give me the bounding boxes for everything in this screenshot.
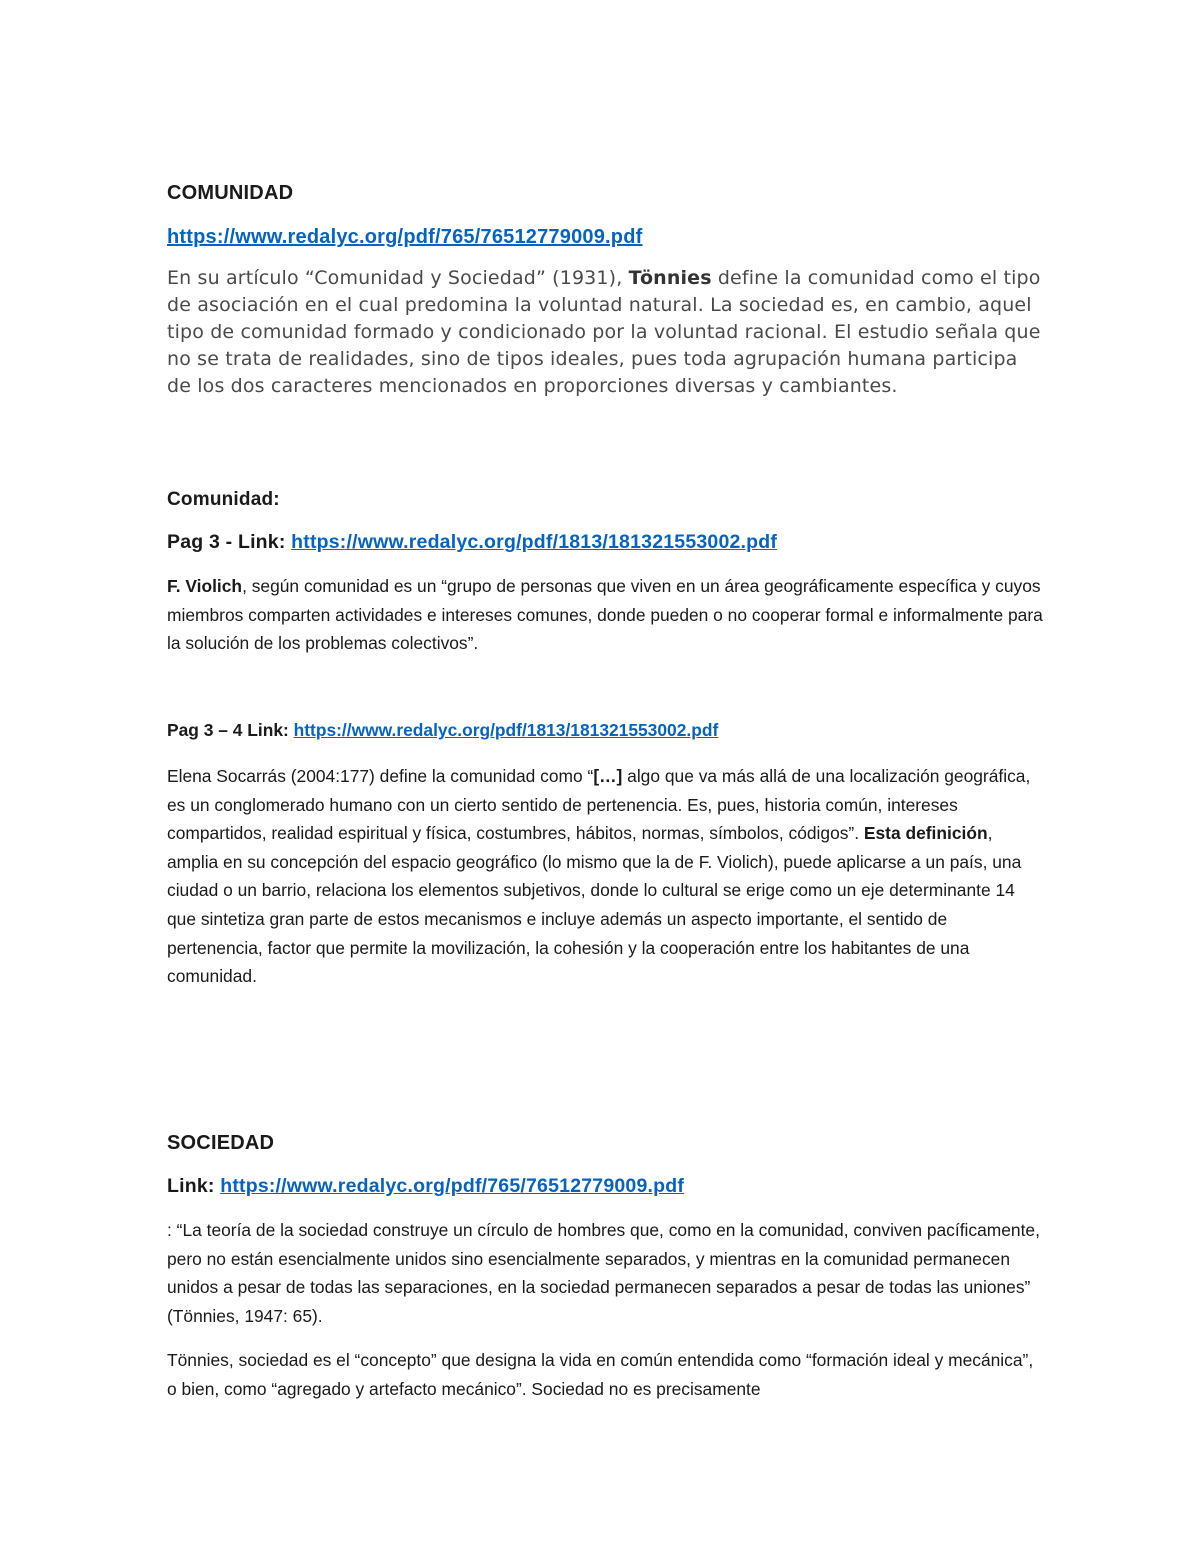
link-redalyc-1813-a[interactable]: https://www.redalyc.org/pdf/1813/181321553002.pdf bbox=[291, 531, 778, 553]
pag3-label: Pag 3 - Link: bbox=[167, 531, 292, 553]
violich-name: F. Violich bbox=[167, 576, 243, 596]
section-title-sociedad: SOCIEDAD bbox=[167, 1132, 275, 1154]
violich-paragraph bbox=[167, 572, 1047, 658]
tonnies-paragraph bbox=[167, 265, 1047, 400]
socarras-text-2: algo que va más allá de una localización geográfica, es un conglomerado humano con un cierto sentido de pertenencia. Es, pues, historia común, intereses compartidos, realidad espiritual y física, costumbres, hábitos, normas, símbolos, códigos”. bbox=[167, 766, 1031, 844]
sociedad-link-label: Link: bbox=[167, 1175, 221, 1197]
socarras-ellipsis: […] bbox=[593, 766, 623, 786]
socarras-text-1: Elena Socarrás (2004:177) define la comunidad como “ bbox=[167, 766, 594, 786]
violich-text: , según comunidad es un “grupo de personas que viven en un área geográficamente específica y cuyos miembros comparten actividades e intereses comunes, donde pueden o no cooperar formal e informalmente para la solución de los problemas colectivos”. bbox=[167, 576, 1043, 654]
socarras-text-3: , amplia en su concepción del espacio geográfico (lo mismo que la de F. Violich), puede aplicarse a un país, una ciudad o un barrio, relaciona los elementos subjetivos, donde lo cultural se erige como un eje determinante 14 que sintetiza gran parte de estos mecanismos e incluye además un aspecto importante, el sentido de pertenencia, factor que permite la movilización, la cohesión y la cooperación entre los habitantes de una comunidad. bbox=[167, 823, 1022, 987]
socarras-definicion: Esta definición bbox=[863, 823, 988, 844]
subtitle-comunidad: Comunidad: bbox=[167, 489, 280, 510]
link-redalyc-765[interactable]: https://www.redalyc.org/pdf/765/76512779009.pdf bbox=[167, 226, 643, 248]
tonnies-name: Tönnies bbox=[628, 267, 712, 289]
pag34-label: Pag 3 – 4 Link: bbox=[167, 720, 294, 740]
sociedad-last-paragraph: Tönnies, sociedad es el “concepto” que designa la vida en común entendida como “formación ideal y mecánica”, o bien, como “agregado y artefacto mecánico”. Sociedad no es precisamente bbox=[167, 1350, 1034, 1399]
link-redalyc-765-b[interactable]: https://www.redalyc.org/pdf/765/76512779009.pdf bbox=[220, 1175, 685, 1197]
sociedad-link-line bbox=[167, 1175, 1047, 1198]
sociedad-quote-paragraph: : “La teoría de la sociedad construye un círculo de hombres que, como en la comunidad, conviven pacíficamente, pero no están esencialmente unidos sino esencialmente separados, y mientras en la comunidad permanecen unidos a pesar de todas las separaciones, en la sociedad permanecen separados a pesar de todas las uniones” (Tönnies, 1947: 65). bbox=[167, 1220, 1040, 1326]
pag3-link-line bbox=[167, 531, 1047, 554]
socarras-paragraph bbox=[167, 762, 1047, 991]
comunidad-source-link[interactable] bbox=[167, 226, 1047, 249]
tonnies-text-2: define la comunidad como el tipo de asociación en el cual predomina la voluntad natural. La sociedad es, en cambio, aquel tipo de comunidad formado y condicionado por la voluntad racional. El estudio señala que no se trata de realidades, sino de tipos ideales, pues toda agrupación humana participa de los dos caracteres mencionados en proporciones diversas y cambiantes. bbox=[167, 267, 1041, 397]
pag34-link-line bbox=[167, 720, 1047, 741]
tonnies-text-1: En su artículo “Comunidad y Sociedad” (1931), bbox=[167, 267, 629, 289]
link-redalyc-1813-b[interactable]: https://www.redalyc.org/pdf/1813/181321553002.pdf bbox=[293, 720, 719, 740]
section-title-comunidad: COMUNIDAD bbox=[167, 182, 294, 204]
